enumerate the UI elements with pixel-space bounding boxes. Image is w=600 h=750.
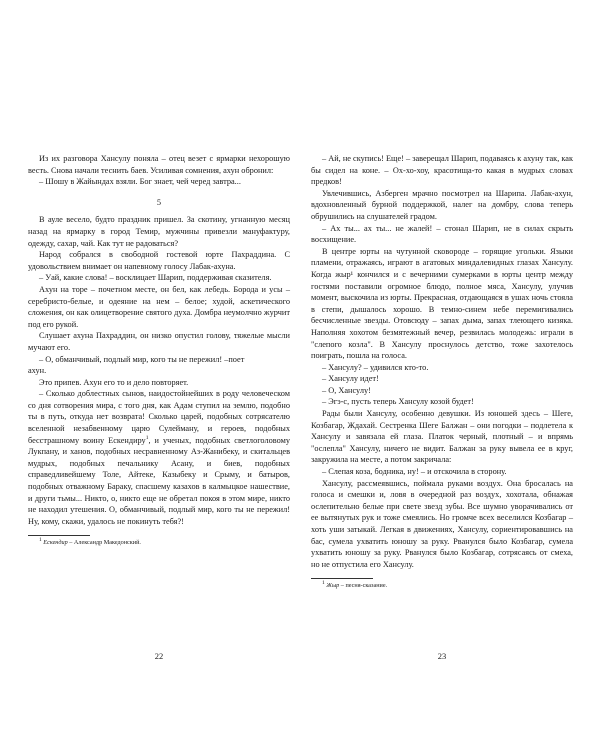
paragraph: В центре юрты на чутунной сковороде – горящие угольки. Языки пламени, отражаясь, играют в агатовых миндалевидных глазах Хансулу. Когда жыр¹ кончился и с вечерними сумерками в юрты центр между гостями поставили огромное блюдо, полное мяса, Хансулу, улучив момент, выскочила из юрты. Прекрасная, отдающаяся в ушах ночь стояла в степи, дышалось хорошо. В темно-синем небе перемигивались бесчисленные звезды. Отовсюду – запах дыма, запах тлеющего кизяка. Наполняя хохотом безмятежный вечер, резвилась молодежь: играли в "слепого козла". В Хансулу проснулось детство, тоже захотелось поиграть, пошла на голоса. [311,246,573,361]
paragraph: – Уай, какие слова! – восклицает Шарип, поддерживая сказителя. [39,273,272,283]
paragraph: Ахун на торе – почетном месте, он бел, как лебедь. Борода и усы – серебристо-белые, и одеяние на нем – белое; худой, аскетического сложения, он как олицетворение святого духа. Домбра неумолчно журчит под его рукой. [28,284,290,329]
paragraph: Рады были Хансулу, особенно девушки. Из юношей здесь – Шеге, Козбагар, Ждахай. Сестренка Шеге Балжан – они погодки – подлетела к Хансулу и завязала ей глаза. Платок черный, плотный – и впрямь "ослепла" Хансулу, ничего не видит. Балжан за руку вывела ее в круг, закружила на месте, а потом закричала: [311,409,573,465]
paragraph: Слушает ахуна Пахраддин, он низко опустил голову, тяжелые мысли мучают его. [28,331,290,352]
page-number-right: 23 [437,651,447,661]
footnote-mark: 1 [39,537,42,544]
paragraph: Народ собрался в свободной гостевой юрте Пахраддина. С удовольствием внимает он напевному голосу Лабак-ахуна. [28,250,290,271]
footnote-term: Жыр [326,582,340,590]
paragraph: – Хансулу? – удивился кто-то. [322,362,429,372]
long-paragraph [28,388,290,527]
footnote [311,582,573,590]
footnote-reference[interactable]: 1 [145,434,149,441]
footnote [28,539,290,547]
paragraph: Увлечившись, Азберген мрачно посмотрел на Шарипа. Лабак-ахун, вдохновленный бурной поддержкой, налег на домбру, слова теперь обрушились на слушателей градом. [311,188,573,221]
quote-line: – О, обманчивый, подлый мир, кого ты не пережил! –поет [39,354,245,364]
right-page [311,153,573,590]
paragraph: Это припев. Ахун его то и дело повторяет. [39,377,189,387]
text-span: , и ученых, подобных светлоголовому Лукпану, и ханов, подобных несравненному Аз-Жанибеку, и скитальцев мудрых, подобных печальнику Асану, и биев, подобных справедливейшему Толе, Айтеке, Казыбеку и Срыму, и батыров, подобных отважному Бараку, спасшему казахов в калмыцкое нашествие, и други тьмы... Никто, о, никто еще не обретал покоя в этом мире, никто не находил утешения. О, обманчивый, подлый мир, кого ты не пережил! Ну, кому, скажи, удалось не покинуть тебя?! [28,435,290,526]
footnote-divider [311,578,373,579]
paragraph: – Слепая коза, бодника, ну! – и отскочила в сторону. [322,467,507,477]
footnote-divider [28,535,90,536]
section-number: 5 [156,197,162,207]
paragraph: Хансулу, рассмеявшись, поймала руками воздух. Она бросалась на голоса и смешки и, ловя в очередной раз воздух, хохотала, обнажая ослепительно белые при свете звезд зубы. Все шумно уворачивались от ее вытянутых рук и тоже смеялись. Но громче всех веселился Козбагар – хоть уши затыкай. Легкая в движениях, Хансулу, сориентировавшись на бас, сумела ухватить юношу за руку. Рванулся было Козбагар, сумела ухватить юношу за руку. Рванулся было Козбагар, сотрясаясь от смеха, но не отпустила его Хансулу. [311,478,573,569]
paragraph: В ауле весело, будто праздник пришел. За скотину, угнанную месяц назад на ярмарку в город Темир, мужчины привезли мануфактуру, одежду, сахар, чай. Как тут не радоваться? [28,215,290,248]
text-span: – Сколько доблестных сынов, наидостойнейших в роду человеческом со дня сотворения мира, с того дня, как Адам ступил на землю, подобно ты в путь, откуда нет возврата! Сколько царей, подобных сотрясателю вселенной незабвенному царю Сулейману, и героев, подобных бесстрашному воину Ескендиру [28,389,290,445]
footnote-term: Ескендир [43,539,68,547]
page-number-left: 22 [154,651,164,661]
footnote-text: – Александр Македонский. [67,539,141,547]
left-body-a [28,214,290,353]
footnote-mark: 1 [322,580,325,587]
paragraph: – Шошу в Жайындах взяли. Бог знает, чей черед завтра... [39,177,241,187]
paragraph: – О, Хансулу! [322,385,371,395]
paragraph: – Ай, не скупись! Еще! – заверещал Шарип, подаваясь к ахуну так, как бы сидел на коне. – Ох-хо-хоу, красотища-то какая в мудрых словах предков! [311,154,573,187]
paragraph: Из их разговора Хансулу поняла – отец везет с ярмарки нехорошую весть. Снова начали теснить баев. Усиливая сомнения, ахун обронил: [28,154,290,175]
footnote-text: – песня-сказание. [339,582,388,590]
left-page [28,153,290,547]
paragraph: ахун. [28,366,47,376]
left-intro [28,153,290,188]
paragraph: – Эгэ-с, пусть теперь Хансулу козой будет! [322,397,474,407]
paragraph: – Хансулу идет! [322,374,379,384]
paragraph: – Ах ты... ах ты... не жалей! – стонал Шарип, не в силах скрыть восхищение. [311,223,573,245]
